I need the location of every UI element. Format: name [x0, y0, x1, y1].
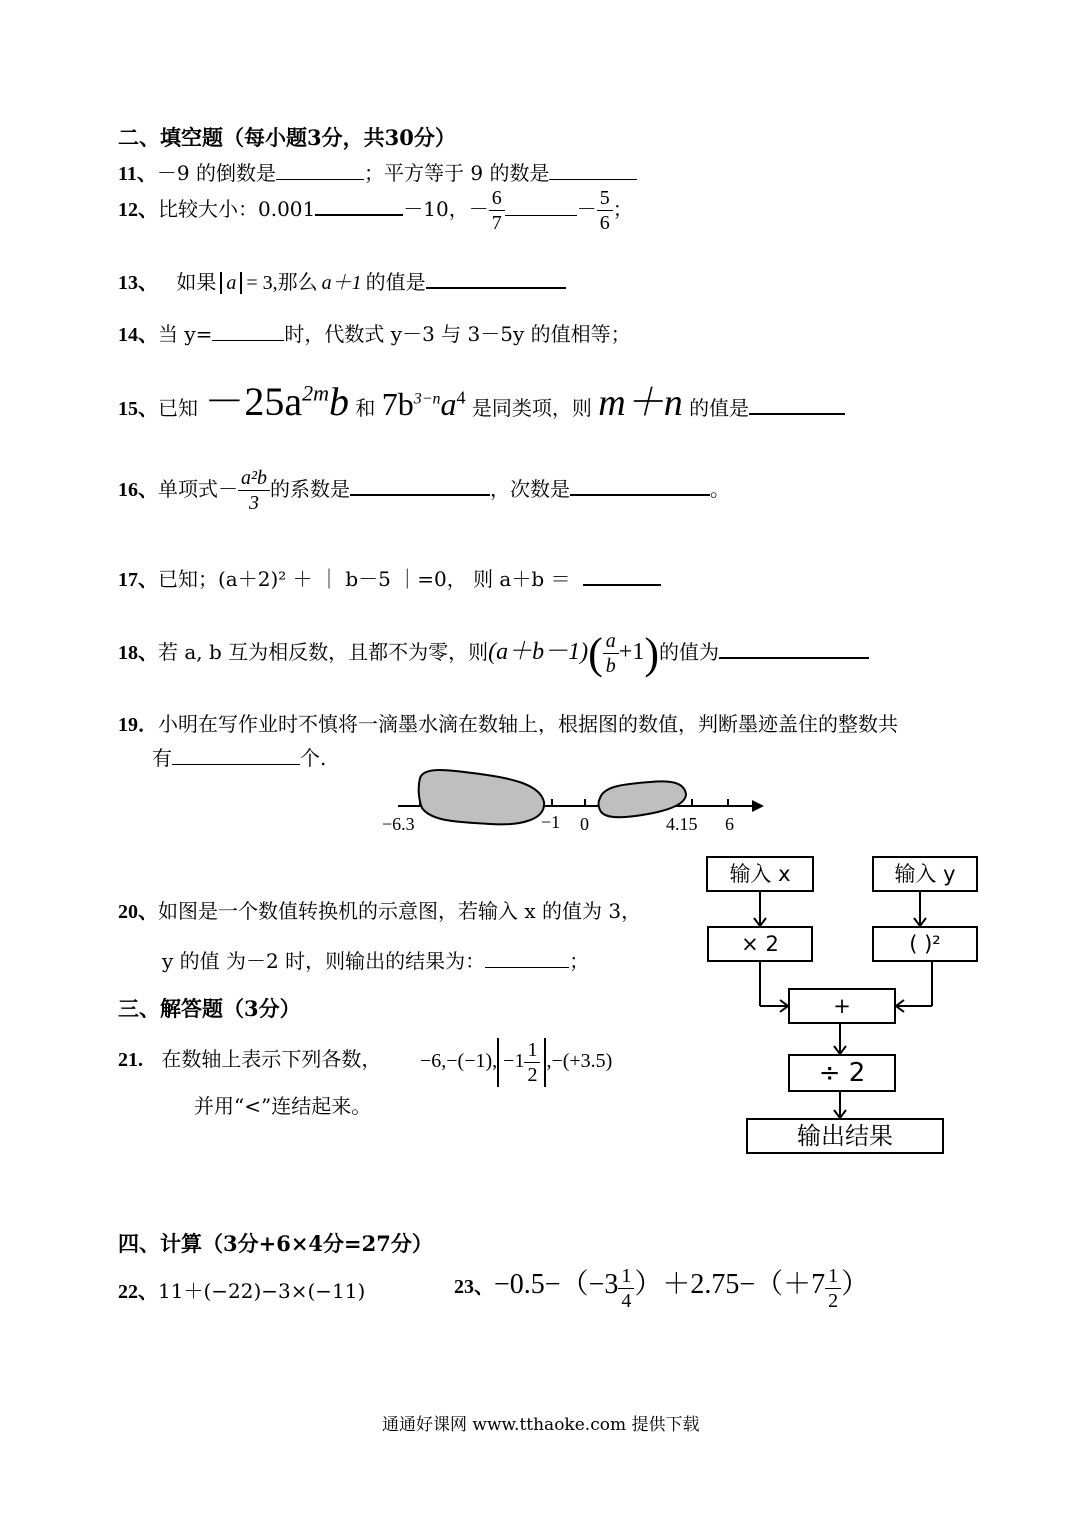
- axis-label: 6: [725, 814, 734, 834]
- question-15: [118, 370, 845, 427]
- denominator: 3: [249, 492, 259, 514]
- question-text: 若 a, b 互为相反数，且都不为零，则: [158, 640, 489, 664]
- answer-blank: [505, 197, 577, 216]
- question-number: 15、: [118, 398, 158, 420]
- question-number: 21.: [118, 1049, 143, 1071]
- question-text: 比较大小：0.001: [158, 197, 316, 221]
- question-text: ；平方等于 9 的数是: [364, 161, 550, 185]
- question-number: 17、: [118, 569, 158, 591]
- axis-label: −6.3: [382, 814, 415, 834]
- fraction: [618, 1264, 634, 1313]
- input-y-box: 输入 y: [872, 856, 978, 892]
- divide-two-box: ÷ 2: [788, 1054, 896, 1092]
- ink-blot-left: [419, 770, 544, 824]
- punctuation: ；: [612, 197, 633, 221]
- axis-label: 4.15: [666, 814, 698, 834]
- expression: ）: [841, 1269, 870, 1300]
- ink-blot-right: [599, 781, 687, 817]
- axis-label: −1: [541, 812, 561, 832]
- question-text: 在数轴上表示下列各数，: [161, 1047, 382, 1071]
- numerator: 6: [489, 186, 505, 211]
- expression: ）＋2.75−（＋7: [634, 1269, 826, 1300]
- question-text: 是同类项，则: [471, 396, 592, 420]
- question-text: 如果: [176, 270, 217, 294]
- question-text: 时，代数式 y－3 与 3－5y 的值相等；: [284, 322, 631, 346]
- question-text: 有: [152, 746, 172, 770]
- question-text: 11＋(−22)−3×(−11): [158, 1279, 366, 1303]
- expression: +1: [618, 639, 645, 665]
- denominator: 4: [621, 1290, 632, 1312]
- question-19-line2: [152, 742, 326, 771]
- question-14: [118, 318, 631, 347]
- question-19: [118, 708, 898, 737]
- absolute-value: [497, 1038, 546, 1087]
- denominator: b: [605, 655, 616, 677]
- denominator: 6: [599, 212, 610, 234]
- question-text: ；: [569, 949, 590, 973]
- term: －25a: [204, 379, 303, 424]
- question-18: [118, 628, 869, 679]
- absolute-value: a: [220, 272, 242, 294]
- question-text: 的系数是: [270, 477, 350, 501]
- question-text: 当 y=: [158, 322, 213, 346]
- question-text: 已知: [158, 396, 198, 420]
- question-23: [454, 1262, 869, 1313]
- exponent: 4: [456, 387, 466, 408]
- square-box: ( )²: [872, 926, 978, 962]
- minus-sign: －: [468, 197, 489, 221]
- numerator: 1: [524, 1038, 540, 1063]
- variable: a: [440, 386, 457, 422]
- expression: (a＋b－1): [488, 639, 589, 665]
- question-number: 13、: [118, 272, 158, 294]
- right-paren: ): [644, 629, 659, 678]
- answer-blank: [485, 949, 569, 968]
- numerator: 1: [618, 1264, 634, 1289]
- question-text: 已知；(a＋2)² ＋ ｜ b－5 ｜=0， 则 a＋b ＝: [158, 567, 571, 591]
- question-text: －10，: [403, 197, 469, 221]
- numerator: 5: [597, 186, 613, 211]
- exponent: 2m: [302, 380, 330, 406]
- arrow-head-icon: [752, 800, 764, 812]
- answer-blank: [549, 161, 637, 180]
- question-text: y 的值 为－2 时，则输出的结果为：: [162, 949, 486, 973]
- denominator: 2: [527, 1064, 538, 1086]
- section-2-title: 二、填空题（每小题3分，共30分）: [118, 125, 456, 150]
- minus-sign: －: [576, 197, 597, 221]
- footer-text: 通通好课网 www.tthaoke.com 提供下载: [382, 1415, 700, 1435]
- denominator: 7: [491, 212, 502, 234]
- question-text: 如图是一个数值转换机的示意图，若输入 x 的值为 3，: [158, 899, 642, 923]
- exponent: 3−n: [413, 390, 441, 408]
- question-number: 23、: [454, 1276, 494, 1298]
- answer-blank: [719, 639, 869, 659]
- question-text: 那么: [277, 270, 318, 294]
- question-number: 18、: [118, 642, 158, 664]
- section-4-title: 四、计算（3分+6×4分=27分）: [118, 1231, 433, 1256]
- question-20: [118, 895, 641, 924]
- answer-blank: [426, 269, 566, 289]
- question-text: 单项式－: [158, 477, 238, 501]
- question-22: [118, 1275, 365, 1304]
- answer-blank: [350, 476, 490, 496]
- question-21-line2: 并用“<”连结起来。: [194, 1094, 372, 1118]
- question-12: [118, 186, 633, 235]
- question-text: －9 的倒数是: [156, 161, 276, 185]
- question-text: 的值是: [689, 396, 750, 420]
- question-text: 的值是: [365, 270, 426, 294]
- question-text: 的值为: [659, 640, 719, 664]
- number-list: [420, 1038, 612, 1087]
- expression: m＋n: [598, 382, 683, 424]
- question-20-line2: [162, 945, 589, 974]
- numerator: 1: [825, 1264, 841, 1289]
- axis-label: 0: [580, 814, 589, 834]
- question-number: 12、: [118, 199, 158, 221]
- plus-box: +: [788, 988, 896, 1024]
- question-number: 20、: [118, 901, 158, 923]
- answer-blank: [212, 322, 284, 341]
- expression: a＋1: [321, 272, 362, 294]
- question-13: [118, 266, 566, 295]
- fraction: [825, 1264, 841, 1313]
- expression: −0.5−（−3: [494, 1269, 619, 1300]
- answer-blank: [583, 566, 661, 586]
- equation: = 3,: [246, 272, 278, 294]
- question-number: 14、: [118, 324, 158, 346]
- question-number: 22、: [118, 1281, 158, 1303]
- term: 7b: [381, 386, 414, 422]
- question-text: 和: [355, 396, 376, 420]
- question-number: 19．: [118, 714, 158, 736]
- fraction: [603, 629, 619, 678]
- question-text: ，次数是: [490, 477, 570, 501]
- question-21: [118, 1043, 381, 1072]
- fraction: [489, 186, 505, 235]
- answer-blank: [570, 476, 710, 496]
- fraction: [524, 1038, 540, 1087]
- question-11: [118, 157, 637, 186]
- question-text: 个.: [300, 746, 327, 770]
- number-list-part: −6,−(−1),: [420, 1050, 498, 1073]
- answer-blank: [749, 395, 845, 415]
- question-number: 11、: [118, 163, 157, 185]
- answer-blank: [172, 746, 300, 765]
- mixed-number-whole: −1: [503, 1050, 525, 1073]
- numerator: a: [603, 629, 619, 654]
- question-16: [118, 466, 730, 515]
- denominator: 2: [828, 1290, 839, 1312]
- answer-blank: [276, 161, 364, 180]
- question-17: [118, 563, 661, 592]
- input-x-box: 输入 x: [706, 856, 814, 892]
- variable: b: [329, 379, 350, 424]
- fraction: [238, 466, 270, 515]
- numerator: a²b: [238, 466, 270, 491]
- left-paren: (: [588, 629, 603, 678]
- times-two-box: × 2: [707, 926, 813, 962]
- question-text: 小明在写作业时不慎将一滴墨水滴在数轴上，根据图的数值，判断墨迹盖住的整数共: [158, 712, 898, 736]
- punctuation: 。: [710, 477, 730, 501]
- fraction: [597, 186, 613, 235]
- answer-blank: [315, 196, 403, 216]
- output-box: 输出结果: [746, 1118, 944, 1154]
- number-list-part: ,−(+3.5): [546, 1050, 613, 1073]
- question-number: 16、: [118, 479, 158, 501]
- number-line-figure: [380, 764, 780, 838]
- monomial-2: [382, 386, 466, 422]
- section-3-title: 三、解答题（3分）: [118, 996, 301, 1021]
- monomial-1: [204, 379, 349, 424]
